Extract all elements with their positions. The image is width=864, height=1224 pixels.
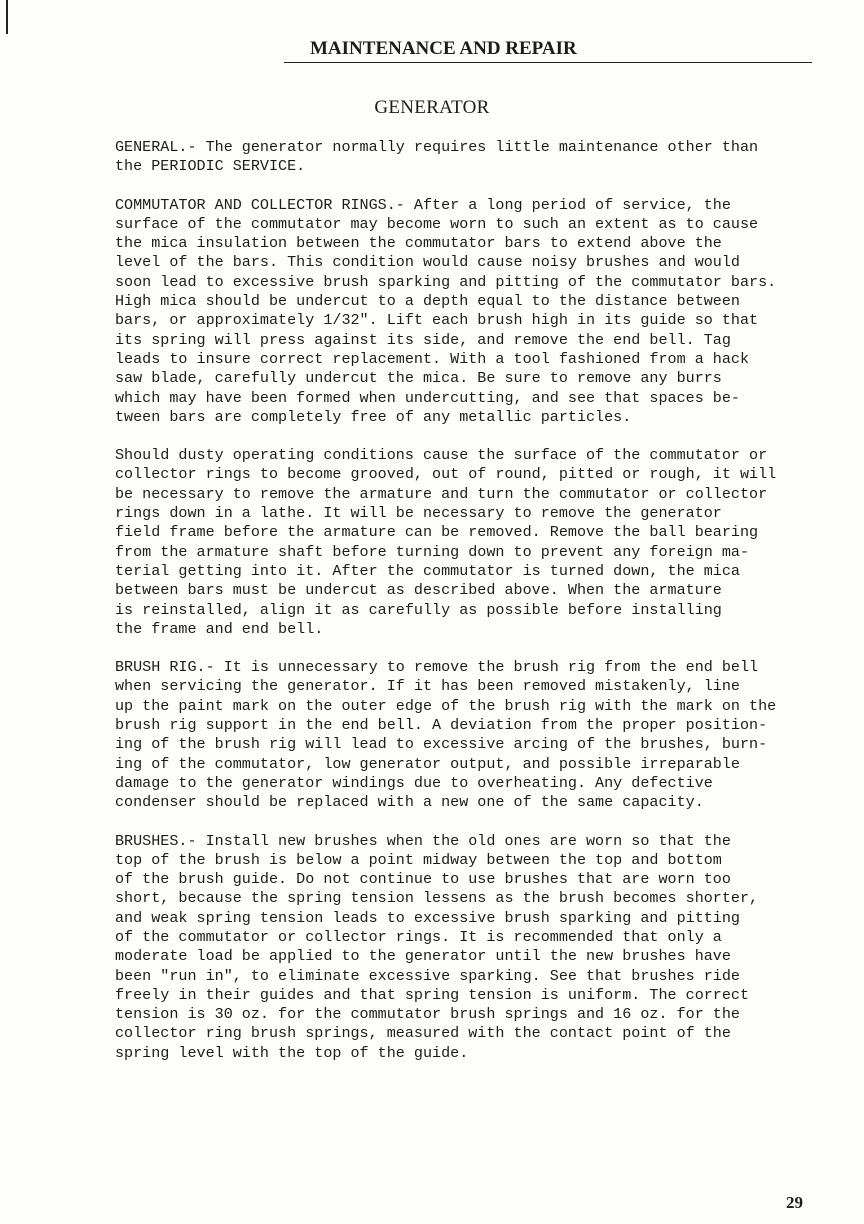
text-line: spring level with the top of the guide. <box>115 1043 469 1062</box>
text-line: and weak spring tension leads to excessive brush sparking and pitting <box>115 908 740 927</box>
text-line: collector rings to become grooved, out of round, pitted or rough, it will <box>115 465 777 484</box>
text-line: the frame and end bell. <box>115 619 324 638</box>
text-line: the PERIODIC SERVICE. <box>115 157 306 176</box>
text-line: the mica insulation between the commutator bars to extend above the <box>115 234 722 253</box>
section-title: GENERATOR <box>374 97 490 118</box>
text-line: of the brush guide. Do not continue to use brushes that are worn too <box>115 870 731 889</box>
text-line: be necessary to remove the armature and turn the commutator or collector <box>115 484 768 503</box>
text-line: BRUSH RIG.- It is unnecessary to remove the brush rig from the end bell <box>115 658 759 677</box>
paragraph <box>115 196 805 428</box>
text-line: freely in their guides and that spring tension is uniform. The correct <box>115 985 750 1004</box>
text-line: bars, or approximately 1/32". Lift each brush high in its guide so that <box>115 311 759 330</box>
text-line: leads to insure correct replacement. With a tool fashioned from a hack <box>115 349 750 368</box>
text-line: saw blade, carefully undercut the mica. Be sure to remove any burrs <box>115 369 722 388</box>
text-line: High mica should be undercut to a depth equal to the distance between <box>115 292 740 311</box>
page-header <box>284 38 812 63</box>
text-line: BRUSHES.- Install new brushes when the old ones are worn so that the <box>115 831 731 850</box>
text-line: of the commutator or collector rings. It is recommended that only a <box>115 927 722 946</box>
text-line: when servicing the generator. If it has been removed mistakenly, line <box>115 677 740 696</box>
text-line: collector ring brush springs, measured with the contact point of the <box>115 1024 731 1043</box>
page-number: 29 <box>786 1193 803 1212</box>
text-line: damage to the generator windings due to overheating. Any defective <box>115 773 713 792</box>
text-line: ing of the brush rig will lead to excessive arcing of the brushes, burn- <box>115 735 768 754</box>
text-line: its spring will press against its side, and remove the end bell. Tag <box>115 330 731 349</box>
text-line: condenser should be replaced with a new one of the same capacity. <box>115 793 704 812</box>
text-line: short, because the spring tension lessens as the brush becomes shorter, <box>115 889 759 908</box>
text-line: surface of the commutator may become worn to such an extent as to cause <box>115 214 759 233</box>
text-line: ing of the commutator, low generator output, and possible irreparable <box>115 754 740 773</box>
text-line: which may have been formed when undercutting, and see that spaces be- <box>115 388 740 407</box>
page-header-text: MAINTENANCE AND REPAIR <box>310 38 577 59</box>
text-line: moderate load be applied to the generator until the new brushes have <box>115 947 731 966</box>
text-line: soon lead to excessive brush sparking and pitting of the commutator bars. <box>115 272 777 291</box>
text-line: rings down in a lathe. It will be necessary to remove the generator <box>115 504 722 523</box>
margin-mark <box>6 0 8 34</box>
text-line: been "run in", to eliminate excessive sparking. See that brushes ride <box>115 966 740 985</box>
text-line: tension is 30 oz. for the commutator brush springs and 16 oz. for the <box>115 1005 740 1024</box>
text-line: terial getting into it. After the commutator is turned down, the mica <box>115 561 740 580</box>
paragraph <box>115 138 805 177</box>
paragraph <box>115 658 805 812</box>
text-line: between bars must be undercut as described above. When the armature <box>115 581 722 600</box>
text-line: from the armature shaft before turning down to prevent any foreign ma- <box>115 542 750 561</box>
text-line: tween bars are completely free of any metallic particles. <box>115 407 632 426</box>
text-line: Should dusty operating conditions cause the surface of the commutator or <box>115 446 768 465</box>
text-line: level of the bars. This condition would cause noisy brushes and would <box>115 253 740 272</box>
text-line: is reinstalled, align it as carefully as possible before installing <box>115 600 722 619</box>
text-line: field frame before the armature can be removed. Remove the ball bearing <box>115 523 759 542</box>
paragraph <box>115 446 805 639</box>
text-line: up the paint mark on the outer edge of the brush rig with the mark on the <box>115 696 777 715</box>
text-line: COMMUTATOR AND COLLECTOR RINGS.- After a long period of service, the <box>115 195 731 214</box>
text-line: GENERAL.- The generator normally requires little maintenance other than <box>115 138 759 156</box>
text-line: top of the brush is below a point midway between the top and bottom <box>115 850 722 869</box>
paragraph <box>115 832 805 1064</box>
body-text <box>115 138 805 1082</box>
text-line: brush rig support in the end bell. A deviation from the proper position- <box>115 716 768 735</box>
